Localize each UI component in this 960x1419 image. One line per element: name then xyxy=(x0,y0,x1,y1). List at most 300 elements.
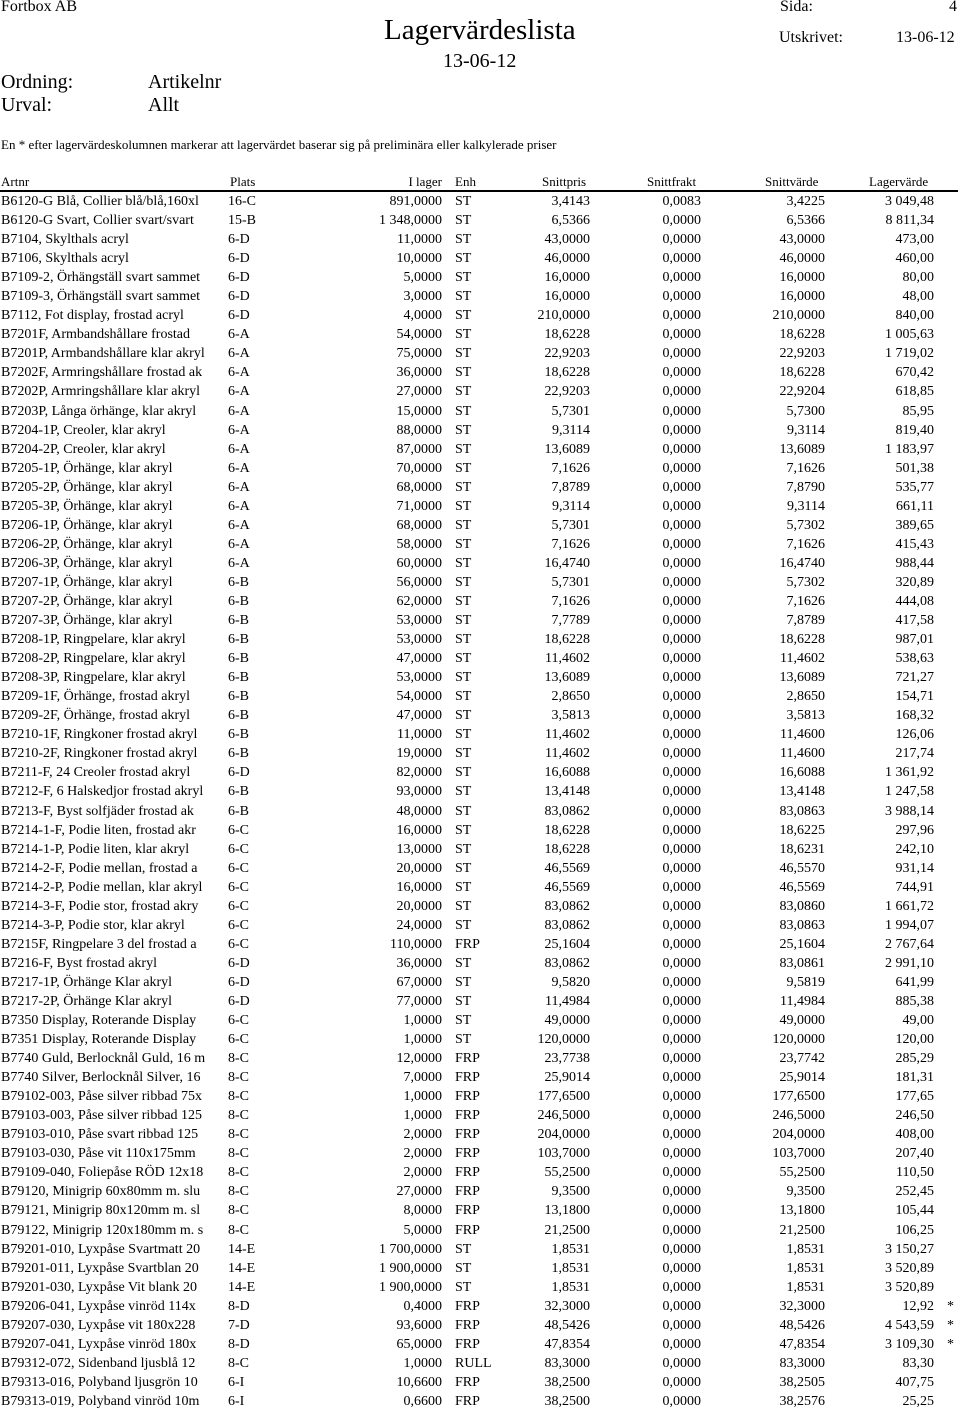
snittfrakt: 0,0000 xyxy=(662,613,701,629)
snittvarde: 83,0863 xyxy=(779,803,825,819)
table-row xyxy=(0,649,960,668)
artikel-desc: B79201-011, Lyxpåse Svartblan 20 xyxy=(1,1260,199,1276)
i-lager: 4,0000 xyxy=(403,308,442,324)
artikel-desc: B7201F, Armbandshållare frostad xyxy=(1,327,191,343)
enhet: ST xyxy=(455,727,472,743)
table-row xyxy=(0,859,960,878)
lagervarde: 3 150,27 xyxy=(885,1241,934,1257)
snittfrakt: 0,0083 xyxy=(662,194,701,209)
i-lager: 1,0000 xyxy=(403,1089,442,1105)
lagervarde: 242,10 xyxy=(895,841,934,857)
snittpris: 3,5813 xyxy=(551,708,590,724)
plats: 6-A xyxy=(228,460,250,476)
artikel-desc: B7211-F, 24 Creoler frostad akryl xyxy=(1,765,191,781)
snittvarde: 7,1626 xyxy=(786,593,825,609)
snittfrakt: 0,0000 xyxy=(662,384,701,400)
enhet: FRP xyxy=(455,1165,480,1181)
snittvarde: 13,6089 xyxy=(779,441,825,457)
enhet: ST xyxy=(455,479,472,495)
snittpris: 46,0000 xyxy=(544,251,590,267)
artikel-desc: B7210-2F, Ringkoner frostad akryl xyxy=(1,746,198,762)
table-row xyxy=(0,782,960,801)
plats: 6-D xyxy=(228,232,250,248)
snittpris: 16,0000 xyxy=(544,289,590,305)
artikel-desc: B79206-041, Lyxpåse vinröd 114x xyxy=(1,1298,196,1314)
i-lager: 27,0000 xyxy=(396,1184,442,1200)
plats: 6-A xyxy=(228,498,250,514)
selection-label: Urval: xyxy=(1,94,53,116)
i-lager: 68,0000 xyxy=(396,517,442,533)
snittpris: 1,8531 xyxy=(551,1260,590,1276)
snittvarde: 47,8354 xyxy=(779,1336,825,1352)
snittpris: 9,3500 xyxy=(551,1184,590,1200)
lagervarde: 1 661,72 xyxy=(885,898,934,914)
lagervarde: 297,96 xyxy=(895,822,934,838)
artikel-desc: B7214-3-P, Podie stor, klar akryl xyxy=(1,917,185,933)
lagervarde: 661,11 xyxy=(896,498,934,514)
snittfrakt: 0,0000 xyxy=(662,1203,701,1219)
artikel-desc: B7205-1P, Örhänge, klar akryl xyxy=(1,460,173,476)
enhet: ST xyxy=(455,555,472,571)
enhet: ST xyxy=(455,993,472,1009)
table-row xyxy=(0,421,960,440)
enhet: FRP xyxy=(455,1336,480,1352)
plats: 6-A xyxy=(228,346,250,362)
table-row xyxy=(0,1221,960,1240)
lagervarde: 538,63 xyxy=(895,651,934,667)
plats: 6-A xyxy=(228,441,250,457)
table-row xyxy=(0,1144,960,1163)
snittfrakt: 0,0000 xyxy=(662,460,701,476)
i-lager: 60,0000 xyxy=(396,555,442,571)
table-row xyxy=(0,211,960,230)
snittfrakt: 0,0000 xyxy=(662,1393,701,1409)
table-row xyxy=(0,287,960,306)
snittfrakt: 0,0000 xyxy=(662,346,701,362)
snittfrakt: 0,0000 xyxy=(662,1127,701,1143)
plats: 6-A xyxy=(228,479,250,495)
lagervarde: 3 520,89 xyxy=(885,1279,934,1295)
lagervarde: 885,38 xyxy=(895,993,934,1009)
table-row xyxy=(0,1030,960,1049)
snittpris: 83,0862 xyxy=(544,898,590,914)
snittfrakt: 0,0000 xyxy=(662,1013,701,1029)
page-label: Sida: xyxy=(780,0,813,15)
artikel-desc: B7112, Fot display, frostad acryl xyxy=(1,308,184,324)
lagervarde: 931,14 xyxy=(895,860,934,876)
artikel-desc: B7204-2P, Creoler, klar akryl xyxy=(1,441,166,457)
plats: 6-D xyxy=(228,765,250,781)
snittpris: 48,5426 xyxy=(544,1317,590,1333)
snittpris: 49,0000 xyxy=(544,1013,590,1029)
enhet: ST xyxy=(455,632,472,648)
snittvarde: 18,6228 xyxy=(779,327,825,343)
i-lager: 1,0000 xyxy=(403,1355,442,1371)
lagervarde: 177,65 xyxy=(895,1089,934,1105)
enhet: ST xyxy=(455,879,472,895)
i-lager: 54,0000 xyxy=(396,689,442,705)
artikel-desc: B7205-3P, Örhänge, klar akryl xyxy=(1,498,173,514)
snittfrakt: 0,0000 xyxy=(662,536,701,552)
plats: 6-C xyxy=(228,898,249,914)
plats: 14-E xyxy=(228,1279,256,1295)
plats: 8-C xyxy=(228,1203,249,1219)
i-lager: 20,0000 xyxy=(396,860,442,876)
snittvarde: 13,6089 xyxy=(779,670,825,686)
snittvarde: 11,4600 xyxy=(780,727,825,743)
artikel-desc: B7208-2P, Ringpelare, klar akryl xyxy=(1,651,186,667)
snittfrakt: 0,0000 xyxy=(662,1298,701,1314)
enhet: ST xyxy=(455,289,472,305)
col-lagervarde: Lagervärde xyxy=(869,174,929,189)
enhet: FRP xyxy=(455,936,480,952)
artikel-desc: B79313-016, Polyband ljusgrön 10 xyxy=(1,1374,198,1390)
table-row xyxy=(0,668,960,687)
table-row xyxy=(0,1068,960,1087)
table-row xyxy=(0,1011,960,1030)
artikel-desc: B7202P, Armringshållare klar akryl xyxy=(1,384,201,400)
snittpris: 55,2500 xyxy=(544,1165,590,1181)
snittvarde: 210,0000 xyxy=(772,308,825,324)
prelim-marker: * xyxy=(947,1298,954,1314)
i-lager: 10,6600 xyxy=(396,1374,442,1390)
i-lager: 82,0000 xyxy=(396,765,442,781)
lagervarde: 1 183,97 xyxy=(885,441,934,457)
i-lager: 1,0000 xyxy=(403,1108,442,1124)
i-lager: 16,0000 xyxy=(396,879,442,895)
snittvarde: 83,0860 xyxy=(779,898,825,914)
plats: 7-D xyxy=(228,1317,250,1333)
enhet: ST xyxy=(455,917,472,933)
artikel-desc: B7740 Guld, Berlocknål Guld, 16 m xyxy=(1,1051,206,1067)
enhet: ST xyxy=(455,194,472,209)
snittfrakt: 0,0000 xyxy=(662,1108,701,1124)
snittpris: 7,1626 xyxy=(551,593,590,609)
snittvarde: 18,6231 xyxy=(779,841,825,857)
table-row xyxy=(0,535,960,554)
enhet: FRP xyxy=(455,1393,480,1409)
artikel-desc: B7207-3P, Örhänge, klar akryl xyxy=(1,613,173,629)
table-row xyxy=(0,916,960,935)
snittpris: 210,0000 xyxy=(537,308,590,324)
enhet: ST xyxy=(455,651,472,667)
plats: 8-C xyxy=(228,1146,249,1162)
snittvarde: 22,9204 xyxy=(779,384,825,400)
snittvarde: 16,4740 xyxy=(779,555,825,571)
lagervarde: 988,44 xyxy=(895,555,934,571)
i-lager: 48,0000 xyxy=(396,803,442,819)
i-lager: 47,0000 xyxy=(396,708,442,724)
inventory-table xyxy=(0,192,960,1411)
table-row xyxy=(0,897,960,916)
plats: 8-C xyxy=(228,1165,249,1181)
col-artnr: Artnr xyxy=(1,174,30,189)
table-row xyxy=(0,230,960,249)
snittpris: 38,2500 xyxy=(544,1374,590,1390)
artikel-desc: B7214-2-P, Podie mellan, klar akryl xyxy=(1,879,203,895)
i-lager: 87,0000 xyxy=(396,441,442,457)
snittpris: 3,4143 xyxy=(551,194,590,209)
enhet: ST xyxy=(455,765,472,781)
table-row xyxy=(0,497,960,516)
snittpris: 16,6088 xyxy=(544,765,590,781)
plats: 6-D xyxy=(228,251,250,267)
artikel-desc: B7217-2P, Örhänge Klar akryl xyxy=(1,993,173,1009)
enhet: ST xyxy=(455,708,472,724)
snittpris: 83,0862 xyxy=(544,955,590,971)
snittfrakt: 0,0000 xyxy=(662,746,701,762)
plats: 8-D xyxy=(228,1298,250,1314)
snittpris: 25,1604 xyxy=(544,936,590,952)
snittvarde: 7,8790 xyxy=(786,479,825,495)
snittfrakt: 0,0000 xyxy=(662,1146,701,1162)
snittvarde: 16,0000 xyxy=(779,289,825,305)
snittfrakt: 0,0000 xyxy=(662,689,701,705)
snittpris: 13,1800 xyxy=(544,1203,590,1219)
artikel-desc: B7109-2, Örhängställ svart sammet xyxy=(1,270,201,286)
i-lager: 5,0000 xyxy=(403,270,442,286)
lagervarde: 1 994,07 xyxy=(885,917,934,933)
snittfrakt: 0,0000 xyxy=(662,517,701,533)
snittpris: 47,8354 xyxy=(544,1336,590,1352)
i-lager: 110,0000 xyxy=(390,936,442,952)
enhet: ST xyxy=(455,346,472,362)
enhet: ST xyxy=(455,898,472,914)
lagervarde: 1 719,02 xyxy=(885,346,934,362)
table-row xyxy=(0,402,960,421)
snittfrakt: 0,0000 xyxy=(662,974,701,990)
snittfrakt: 0,0000 xyxy=(662,860,701,876)
plats: 14-E xyxy=(228,1241,256,1257)
snittvarde: 48,5426 xyxy=(779,1317,825,1333)
i-lager: 53,0000 xyxy=(396,632,442,648)
artikel-desc: B79103-010, Påse svart ribbad 125 xyxy=(1,1127,199,1143)
snittpris: 18,6228 xyxy=(544,822,590,838)
snittfrakt: 0,0000 xyxy=(662,555,701,571)
snittvarde: 43,0000 xyxy=(779,232,825,248)
plats: 6-B xyxy=(228,632,249,648)
printed-date: 13-06-12 xyxy=(896,29,955,46)
lagervarde: 168,32 xyxy=(895,708,934,724)
snittpris: 9,3114 xyxy=(552,422,590,438)
col-enh: Enh xyxy=(455,174,476,189)
enhet: FRP xyxy=(455,1203,480,1219)
snittvarde: 11,4984 xyxy=(780,993,825,1009)
snittvarde: 55,2500 xyxy=(779,1165,825,1181)
table-row xyxy=(0,1049,960,1068)
i-lager: 13,0000 xyxy=(396,841,442,857)
artikel-desc: B79103-030, Påse vit 110x175mm xyxy=(1,1146,196,1162)
snittfrakt: 0,0000 xyxy=(662,651,701,667)
lagervarde: 415,43 xyxy=(895,536,934,552)
snittpris: 103,7000 xyxy=(537,1146,590,1162)
lagervarde: 473,00 xyxy=(895,232,934,248)
plats: 8-C xyxy=(228,1108,249,1124)
snittfrakt: 0,0000 xyxy=(662,1279,701,1295)
artikel-desc: B7109-3, Örhängställ svart sammet xyxy=(1,289,201,305)
table-row xyxy=(0,725,960,744)
snittpris: 7,7789 xyxy=(551,613,590,629)
page-number: 4 xyxy=(949,0,957,15)
snittpris: 11,4602 xyxy=(545,746,590,762)
snittfrakt: 0,0000 xyxy=(662,879,701,895)
table-row xyxy=(0,611,960,630)
snittfrakt: 0,0000 xyxy=(662,1089,701,1105)
snittpris: 43,0000 xyxy=(544,232,590,248)
artikel-desc: B7202F, Armringshållare frostad ak xyxy=(1,365,203,381)
i-lager: 7,0000 xyxy=(403,1070,442,1086)
lagervarde: 105,44 xyxy=(895,1203,934,1219)
i-lager: 0,6600 xyxy=(403,1393,442,1409)
lagervarde: 389,65 xyxy=(895,517,934,533)
enhet: FRP xyxy=(455,1089,480,1105)
artikel-desc: B7207-2P, Örhänge, klar akryl xyxy=(1,593,173,609)
lagervarde: 2 991,10 xyxy=(885,955,934,971)
lagervarde: 417,58 xyxy=(895,613,934,629)
snittvarde: 3,5813 xyxy=(786,708,825,724)
lagervarde: 1 361,92 xyxy=(885,765,934,781)
artikel-desc: B79201-010, Lyxpåse Svartmatt 20 xyxy=(1,1241,201,1257)
snittvarde: 1,8531 xyxy=(786,1279,825,1295)
snittvarde: 38,2576 xyxy=(779,1393,825,1409)
snittvarde: 177,6500 xyxy=(772,1089,825,1105)
snittfrakt: 0,0000 xyxy=(662,251,701,267)
snittpris: 32,3000 xyxy=(544,1298,590,1314)
i-lager: 1 900,0000 xyxy=(379,1260,442,1276)
table-row xyxy=(0,1259,960,1278)
i-lager: 5,0000 xyxy=(403,1222,442,1238)
artikel-desc: B7201P, Armbandshållare klar akryl xyxy=(1,346,205,362)
enhet: ST xyxy=(455,841,472,857)
lagervarde: 106,25 xyxy=(895,1222,934,1238)
table-row xyxy=(0,382,960,401)
artikel-desc: B7214-1-P, Podie liten, klar akryl xyxy=(1,841,190,857)
plats: 6-B xyxy=(228,746,249,762)
i-lager: 68,0000 xyxy=(396,479,442,495)
snittvarde: 83,0863 xyxy=(779,917,825,933)
enhet: ST xyxy=(455,593,472,609)
snittvarde: 11,4602 xyxy=(780,651,825,667)
artikel-desc: B79103-003, Påse silver ribbad 125 xyxy=(1,1108,203,1124)
snittfrakt: 0,0000 xyxy=(662,822,701,838)
snittfrakt: 0,0000 xyxy=(662,670,701,686)
plats: 6-C xyxy=(228,879,249,895)
snittvarde: 18,6225 xyxy=(779,822,825,838)
lagervarde: 320,89 xyxy=(895,574,934,590)
lagervarde: 4 543,59 xyxy=(885,1317,934,1333)
snittpris: 177,6500 xyxy=(537,1089,590,1105)
lagervarde: 48,00 xyxy=(902,289,934,305)
table-row xyxy=(0,344,960,363)
lagervarde: 80,00 xyxy=(902,270,934,286)
report-date: 13-06-12 xyxy=(443,50,517,72)
enhet: FRP xyxy=(455,1051,480,1067)
snittpris: 5,7301 xyxy=(551,403,590,419)
order-label: Ordning: xyxy=(1,71,74,93)
artikel-desc: B7210-1F, Ringkoner frostad akryl xyxy=(1,727,198,743)
snittpris: 246,5000 xyxy=(537,1108,590,1124)
col-snittvarde: Snittvärde xyxy=(765,174,819,189)
table-row xyxy=(0,878,960,897)
i-lager: 24,0000 xyxy=(396,917,442,933)
table-row xyxy=(0,687,960,706)
snittpris: 18,6228 xyxy=(544,365,590,381)
plats: 6-A xyxy=(228,517,250,533)
plats: 6-A xyxy=(228,365,250,381)
i-lager: 2,0000 xyxy=(403,1165,442,1181)
plats: 6-B xyxy=(228,803,249,819)
lagervarde: 181,31 xyxy=(895,1070,934,1086)
lagervarde: 154,71 xyxy=(895,689,934,705)
col-plats: Plats xyxy=(230,174,256,189)
enhet: ST xyxy=(455,955,472,971)
snittvarde: 49,0000 xyxy=(779,1013,825,1029)
artikel-desc: B79122, Minigrip 120x180mm m. s xyxy=(1,1222,204,1238)
artikel-desc: B7206-1P, Örhänge, klar akryl xyxy=(1,517,173,533)
i-lager: 54,0000 xyxy=(396,327,442,343)
plats: 6-A xyxy=(228,422,250,438)
plats: 6-D xyxy=(228,308,250,324)
snittpris: 83,0862 xyxy=(544,803,590,819)
table-row xyxy=(0,1316,960,1335)
snittpris: 13,6089 xyxy=(544,441,590,457)
snittvarde: 18,6228 xyxy=(779,632,825,648)
i-lager: 56,0000 xyxy=(396,574,442,590)
snittvarde: 22,9203 xyxy=(779,346,825,362)
enhet: FRP xyxy=(455,1298,480,1314)
i-lager: 88,0000 xyxy=(396,422,442,438)
i-lager: 20,0000 xyxy=(396,898,442,914)
lagervarde: 408,00 xyxy=(895,1127,934,1143)
enhet: ST xyxy=(455,1032,472,1048)
prelim-marker: * xyxy=(947,1336,954,1352)
snittvarde: 3,4225 xyxy=(786,194,825,209)
snittpris: 7,1626 xyxy=(551,536,590,552)
enhet: FRP xyxy=(455,1127,480,1143)
snittpris: 1,8531 xyxy=(551,1279,590,1295)
snittfrakt: 0,0000 xyxy=(662,784,701,800)
lagervarde: 110,50 xyxy=(896,1165,934,1181)
lagervarde: 252,45 xyxy=(895,1184,934,1200)
enhet: FRP xyxy=(455,1146,480,1162)
snittpris: 120,0000 xyxy=(537,1032,590,1048)
plats: 6-C xyxy=(228,860,249,876)
enhet: ST xyxy=(455,327,472,343)
snittfrakt: 0,0000 xyxy=(662,232,701,248)
lagervarde: 1 247,58 xyxy=(885,784,934,800)
table-row xyxy=(0,1125,960,1144)
snittvarde: 21,2500 xyxy=(779,1222,825,1238)
enhet: ST xyxy=(455,784,472,800)
snittfrakt: 0,0000 xyxy=(662,213,701,229)
artikel-desc: B7204-1P, Creoler, klar akryl xyxy=(1,422,166,438)
lagervarde: 670,42 xyxy=(895,365,934,381)
lagervarde: 2 767,64 xyxy=(885,936,934,952)
plats: 6-D xyxy=(228,270,250,286)
lagervarde: 85,95 xyxy=(902,403,934,419)
artikel-desc: B7215F, Ringpelare 3 del frostad a xyxy=(1,936,197,952)
snittvarde: 13,1800 xyxy=(779,1203,825,1219)
table-row xyxy=(0,1087,960,1106)
lagervarde: 744,91 xyxy=(895,879,934,895)
snittpris: 5,7301 xyxy=(551,517,590,533)
i-lager: 1,0000 xyxy=(403,1013,442,1029)
snittvarde: 1,8531 xyxy=(786,1260,825,1276)
lagervarde: 618,85 xyxy=(895,384,934,400)
snittpris: 18,6228 xyxy=(544,632,590,648)
artikel-desc: B7212-F, 6 Halskedjor frostad akryl xyxy=(1,784,204,800)
table-row xyxy=(0,325,960,344)
